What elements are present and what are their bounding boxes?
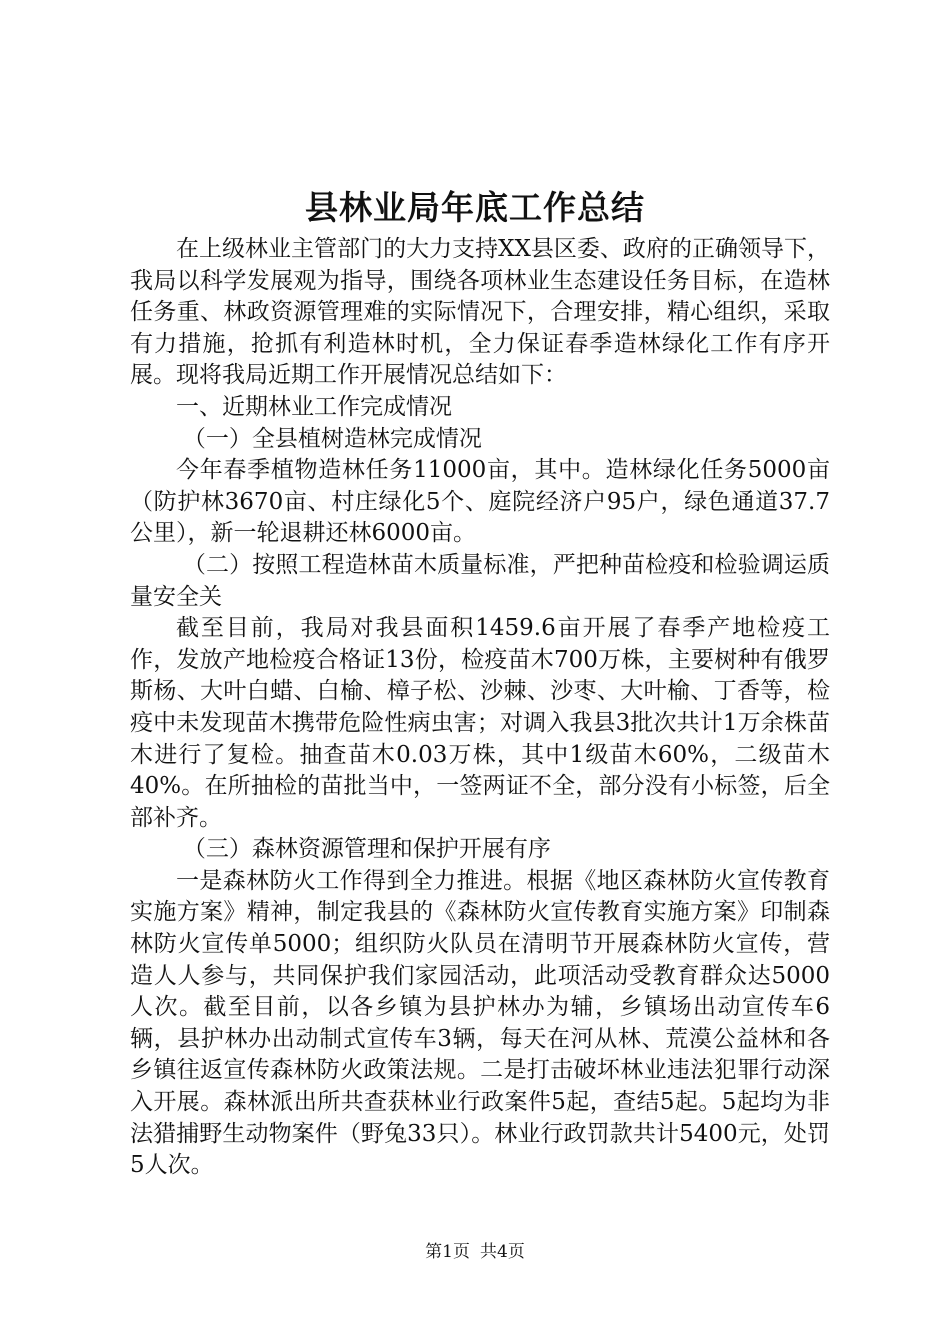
document-body [130, 234, 830, 1182]
body-paragraph-afforestation: 今年春季植物造林任务11000亩，其中。造林绿化任务5000亩（防护林3670亩、村庄绿化5个、庭院经济户95户，绿色通道37.7公里），新一轮退耕还林6000亩。 [130, 457, 830, 547]
page-title: 县林业局年底工作总结 [305, 188, 645, 227]
subsection-heading-3: （三）森林资源管理和保护开展有序 [182, 836, 551, 863]
page-count: 共4页 [480, 1242, 525, 1262]
page-number: 第1页 [425, 1242, 470, 1262]
intro-paragraph: 在上级林业主管部门的大力支持XX县区委、政府的正确领导下，我局以科学发展观为指导，围绕各项林业生态建设任务目标，在造林任务重、林政资源管理难的实际情况下，合理安排，精心组织，采取有力措施，抢抓有利造林时机，全力保证春季造林绿化工作有序开展。现将我局近期工作开展情况总结如下： [130, 236, 830, 389]
subsection-heading-1: （一）全县植树造林完成情况 [182, 425, 482, 452]
section-heading-1: 一、近期林业工作完成情况 [176, 393, 452, 420]
subsection-heading-2: （二）按照工程造林苗木质量标准，严把种苗检疫和检验调运质量安全关 [130, 551, 830, 610]
body-paragraph-forest-protection: 一是森林防火工作得到全力推进。根据《地区森林防火宣传教育实施方案》精神，制定我县的《森林防火宣传教育实施方案》印制森林防火宣传单5000；组织防火队员在清明节开展森林防火宣传，营造人人参与，共同保护我们家园活动，此项活动受教育群众达5000人次。截至目前，以各乡镇为县护林办为辅，乡镇场出动宣传车6辆，县护林办出动制式宣传车3辆，每天在河从林、荒漠公益林和各乡镇往返宣传森林防火政策法规。二是打击破坏林业违法犯罪行动深入开展。森林派出所共查获林业行政案件5起，查结5起。5起均为非法猎捕野生动物案件（野兔33只）。林业行政罚款共计5400元，处罚5人次。 [130, 867, 830, 1179]
page-footer [0, 1240, 950, 1264]
body-paragraph-quarantine: 截至目前，我局对我县面积1459.6亩开展了春季产地检疫工作，发放产地检疫合格证13份，检疫苗木700万株，主要树种有俄罗斯杨、大叶白蜡、白榆、樟子松、沙棘、沙枣、大叶榆、丁香等，检疫中未发现苗木携带危险性病虫害；对调入我县3批次共计1万余株苗木进行了复检。抽查苗木0.03万株，其中1级苗木60%，二级苗木40%。在所抽检的苗批当中，一签两证不全，部分没有小标签，后全部补齐。 [130, 615, 830, 831]
